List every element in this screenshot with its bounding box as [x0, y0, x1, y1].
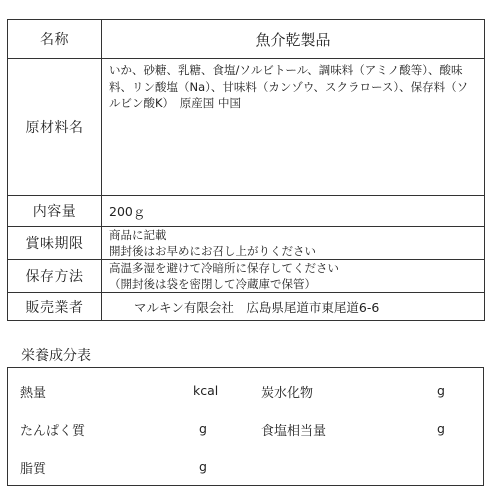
label-row-name [8, 20, 485, 59]
value-line: 200ｇ [109, 204, 146, 219]
label-row-best-before [8, 227, 485, 260]
label-key: 保存方法 [8, 260, 102, 293]
label-value [102, 59, 485, 196]
label-row-volume [8, 196, 485, 227]
value-line: 商品に記載 [109, 228, 167, 242]
nutrition-table [7, 367, 484, 486]
label-value [102, 260, 485, 293]
nutrient-unit: g [437, 383, 445, 398]
nutrient-name: 食塩相当量 [261, 424, 327, 439]
value-line: いか、砂糖、乳糖、食塩/ソルビトール、調味料（アミノ酸等）、酸味 [109, 63, 463, 77]
value-line: 開封後はお早めにお召し上がりください [109, 244, 316, 258]
nutrient-unit: g [437, 421, 445, 436]
nutrient-name: 熱量 [20, 386, 47, 401]
product-label-table [7, 19, 485, 321]
value-line: マルキン有限会社 広島県尾道市東尾道6-6 [134, 299, 380, 315]
nutrient-unit: kcal [193, 383, 219, 398]
nutrition-title: 栄養成分表 [21, 348, 91, 364]
label-key: 販売業者 [8, 293, 102, 321]
value-line: 料、リン酸塩（Na）、甘味料（カンゾウ、スクラロース）、保存料（ソ [109, 79, 469, 94]
value-line: （開封後は袋を密閉して冷蔵庫で保管） [109, 277, 316, 291]
value-line: 高温多湿を避けて冷暗所に保存してください [109, 261, 339, 275]
label-value [102, 20, 485, 59]
nutrient-unit: g [199, 421, 207, 436]
nutrient-name: 炭水化物 [261, 386, 314, 401]
label-row-seller [8, 293, 485, 321]
nutrient-name: たんぱく質 [20, 424, 86, 439]
nutrient-unit: g [199, 459, 207, 474]
label-key: 賞味期限 [8, 227, 102, 260]
label-row-ingredients [8, 59, 485, 196]
label-key: 原材料名 [8, 59, 102, 196]
label-row-storage [8, 260, 485, 293]
label-value [102, 227, 485, 260]
value-line: 魚介乾製品 [255, 30, 331, 49]
label-key: 内容量 [8, 196, 102, 227]
nutrient-name: 脂質 [20, 462, 47, 477]
label-key: 名称 [8, 20, 102, 59]
value-line: ルビン酸K） 原産国 中国 [109, 96, 241, 110]
label-value [102, 293, 485, 321]
label-value [102, 196, 485, 227]
